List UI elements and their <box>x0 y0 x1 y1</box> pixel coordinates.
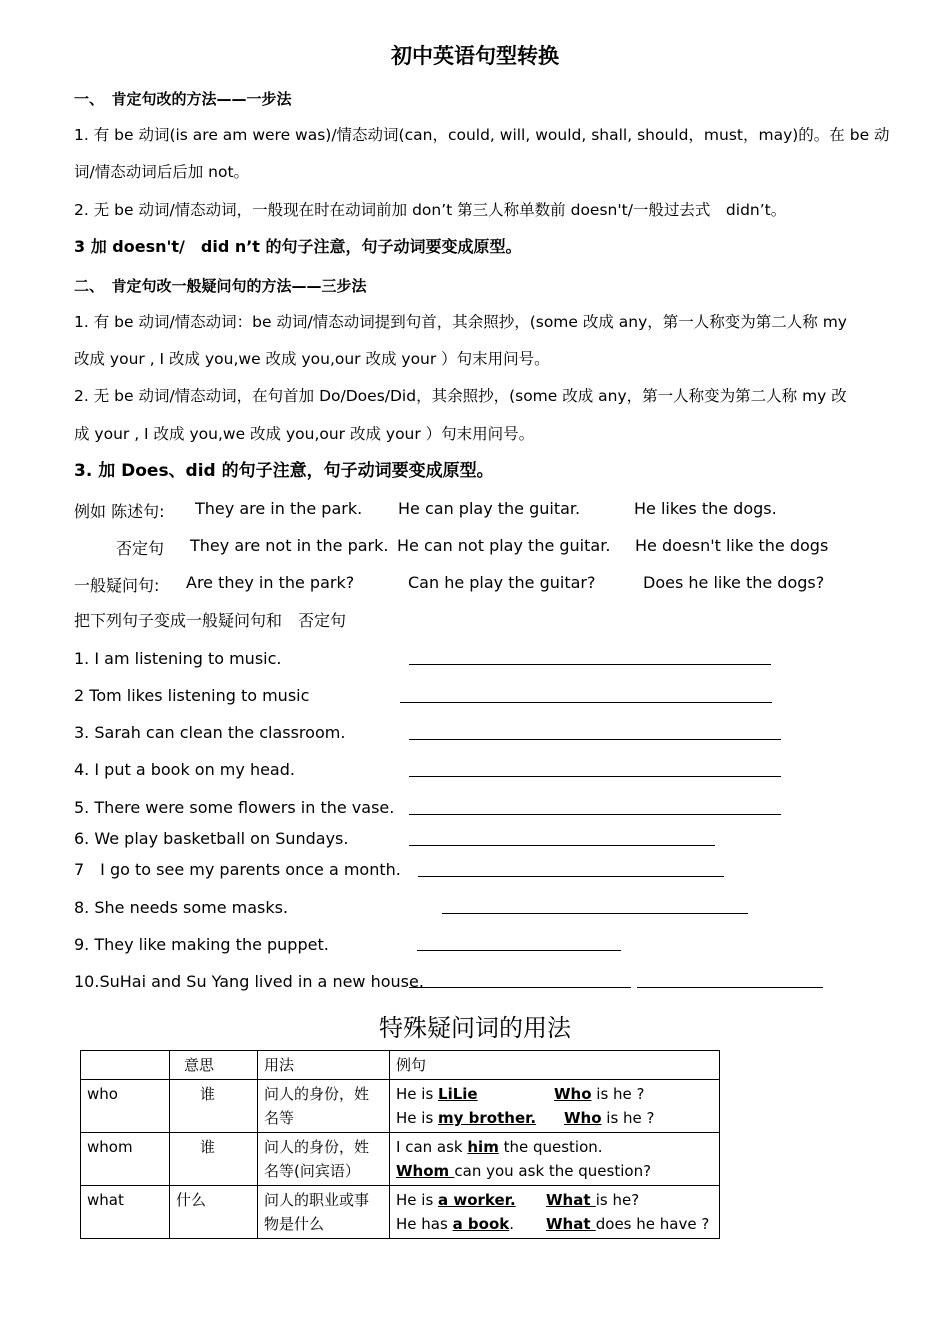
example-negative-3: He doesn't like the dogs <box>635 536 829 555</box>
row-word-what: what <box>81 1186 170 1239</box>
ex-text: I can ask <box>396 1138 468 1156</box>
ex-text: He is <box>396 1109 439 1127</box>
ex-answer: LiLie <box>438 1085 478 1103</box>
row-meaning-whom: 谁 <box>170 1133 258 1186</box>
ex-answer: a book <box>452 1215 510 1233</box>
exercise-item-7: 7 I go to see my parents once a month. <box>74 860 401 879</box>
row-usage-whom: 问人的身份，姓名等(问宾语） <box>258 1133 390 1186</box>
example-statement-2: He can play the guitar. <box>398 499 581 518</box>
exercise-item-10: 10.SuHai and Su Yang lived in a new house. <box>74 972 424 991</box>
exercise-item-9: 9. They like making the puppet. <box>74 935 329 954</box>
table-row <box>81 1133 720 1186</box>
exercise-item-6: 6. We play basketball on Sundays. <box>74 829 349 848</box>
exercise-item-2: 2 Tom likes listening to music <box>74 686 310 705</box>
ex-question-rest: is he ? <box>601 1109 655 1127</box>
answer-blank-2[interactable] <box>400 702 772 703</box>
table-row <box>81 1080 720 1133</box>
row-usage-what: 问人的职业或事物是什么 <box>258 1186 390 1239</box>
example-statement-label: 例如 陈述句: <box>74 502 165 521</box>
row-example-whom <box>390 1133 720 1186</box>
section2-rule1-line2: 改成 your , I 改成 you,we 改成 you,our 改成 your ）句末用问号。 <box>74 350 550 368</box>
ex-text: He has <box>396 1215 453 1233</box>
example-question-3: Does he like the dogs? <box>643 573 825 592</box>
ex-text-rest: the question. <box>498 1138 603 1156</box>
section1-rule2: 2. 无 be 动词/情态动词，一般现在时在动词前加 don’t 第三人称单数前 doesn't/一般过去式 didn’t。 <box>74 201 787 219</box>
answer-blank-9[interactable] <box>417 950 621 951</box>
example-statement-1: They are in the park. <box>195 499 363 518</box>
section2-rule3: 3. 加 Does、did 的句子注意，句子动词要变成原型。 <box>74 461 494 481</box>
row-word-who: who <box>81 1080 170 1133</box>
ex-question-word: Who <box>564 1109 602 1127</box>
section2-rule2-line2: 成 your , I 改成 you,we 改成 you,our 改成 your ）句末用问号。 <box>74 425 535 443</box>
section2-rule1-line1: 1. 有 be 动词/情态动词：be 动词/情态动词提到句首，其余照抄，(some 改成 any，第一人称变为第二人称 my <box>74 313 847 331</box>
answer-blank-10b[interactable] <box>637 987 823 988</box>
page-title: 初中英语句型转换 <box>391 44 559 68</box>
ex-answer: my brother. <box>438 1109 537 1127</box>
ex-question-word: Whom <box>396 1162 455 1180</box>
example-question-1: Are they in the park? <box>186 573 355 592</box>
ex-question-word: What <box>546 1215 596 1233</box>
answer-blank-4[interactable] <box>409 776 781 777</box>
example-negative-2: He can not play the guitar. <box>397 536 611 555</box>
section1-rule1-line1: 1. 有 be 动词(is are am were was)/情态动词(can，could, will, would, shall, should，must，may)的。在 be 动 <box>74 126 890 144</box>
ex-question-rest: does he have ? <box>595 1215 710 1233</box>
exercise-item-4: 4. I put a book on my head. <box>74 760 295 779</box>
section1-rule1-line2: 词/情态动词后后加 not。 <box>74 163 250 181</box>
header-word <box>81 1051 170 1080</box>
exercise-item-5: 5. There were some flowers in the vase. <box>74 798 395 817</box>
row-meaning-who: 谁 <box>170 1080 258 1133</box>
table-title: 特殊疑问词的用法 <box>379 1014 571 1042</box>
ex-text-rest: . <box>509 1215 515 1233</box>
answer-blank-7[interactable] <box>418 876 724 877</box>
answer-blank-1[interactable] <box>409 664 771 665</box>
ex-question-word: Who <box>554 1085 592 1103</box>
example-question-label: 一般疑问句: <box>74 576 160 595</box>
example-statement-3: He likes the dogs. <box>634 499 777 518</box>
section2-rule2-line1: 2. 无 be 动词/情态动词，在句首加 Do/Does/Did，其余照抄，(some 改成 any，第一人称变为第二人称 my 改 <box>74 387 847 405</box>
section2-heading: 二、 肯定句改一般疑问句的方法——三步法 <box>74 277 367 295</box>
ex-answer: him <box>467 1138 499 1156</box>
example-negative-1: They are not in the park. <box>190 536 389 555</box>
header-example: 例句 <box>390 1051 720 1080</box>
table-row <box>81 1186 720 1239</box>
table-header-row <box>81 1051 720 1080</box>
answer-blank-6[interactable] <box>409 845 715 846</box>
ex-question-rest: can you ask the question? <box>454 1162 652 1180</box>
exercise-item-1: 1. I am listening to music. <box>74 649 282 668</box>
section1-rule3: 3 加 doesn't/ did n’t 的句子注意，句子动词要变成原型。 <box>74 237 522 256</box>
section1-heading: 一、 肯定句改的方法——一步法 <box>74 90 292 108</box>
row-word-whom: whom <box>81 1133 170 1186</box>
row-meaning-what: 什么 <box>170 1186 258 1239</box>
example-negative-label: 否定句 <box>116 539 165 558</box>
row-example-what <box>390 1186 720 1239</box>
ex-text: He is <box>396 1191 439 1209</box>
ex-text: He is <box>396 1085 439 1103</box>
ex-question-word: What <box>546 1191 596 1209</box>
row-example-who <box>390 1080 720 1133</box>
ex-question-rest: is he? <box>595 1191 640 1209</box>
answer-blank-8[interactable] <box>442 913 748 914</box>
answer-blank-5[interactable] <box>409 814 781 815</box>
answer-blank-3[interactable] <box>409 739 781 740</box>
ex-question-rest: is he ? <box>591 1085 645 1103</box>
ex-answer: a worker. <box>438 1191 516 1209</box>
exercise-item-3: 3. Sarah can clean the classroom. <box>74 723 346 742</box>
example-question-2: Can he play the guitar? <box>408 573 596 592</box>
exercise-item-8: 8. She needs some masks. <box>74 898 289 917</box>
exercise-instruction: 把下列句子变成一般疑问句和 否定句 <box>74 611 347 630</box>
header-usage: 用法 <box>258 1051 390 1080</box>
row-usage-who: 问人的身份，姓名等 <box>258 1080 390 1133</box>
question-words-table <box>80 1050 720 1239</box>
answer-blank-10a[interactable] <box>409 987 631 988</box>
header-meaning: 意思 <box>170 1051 258 1080</box>
